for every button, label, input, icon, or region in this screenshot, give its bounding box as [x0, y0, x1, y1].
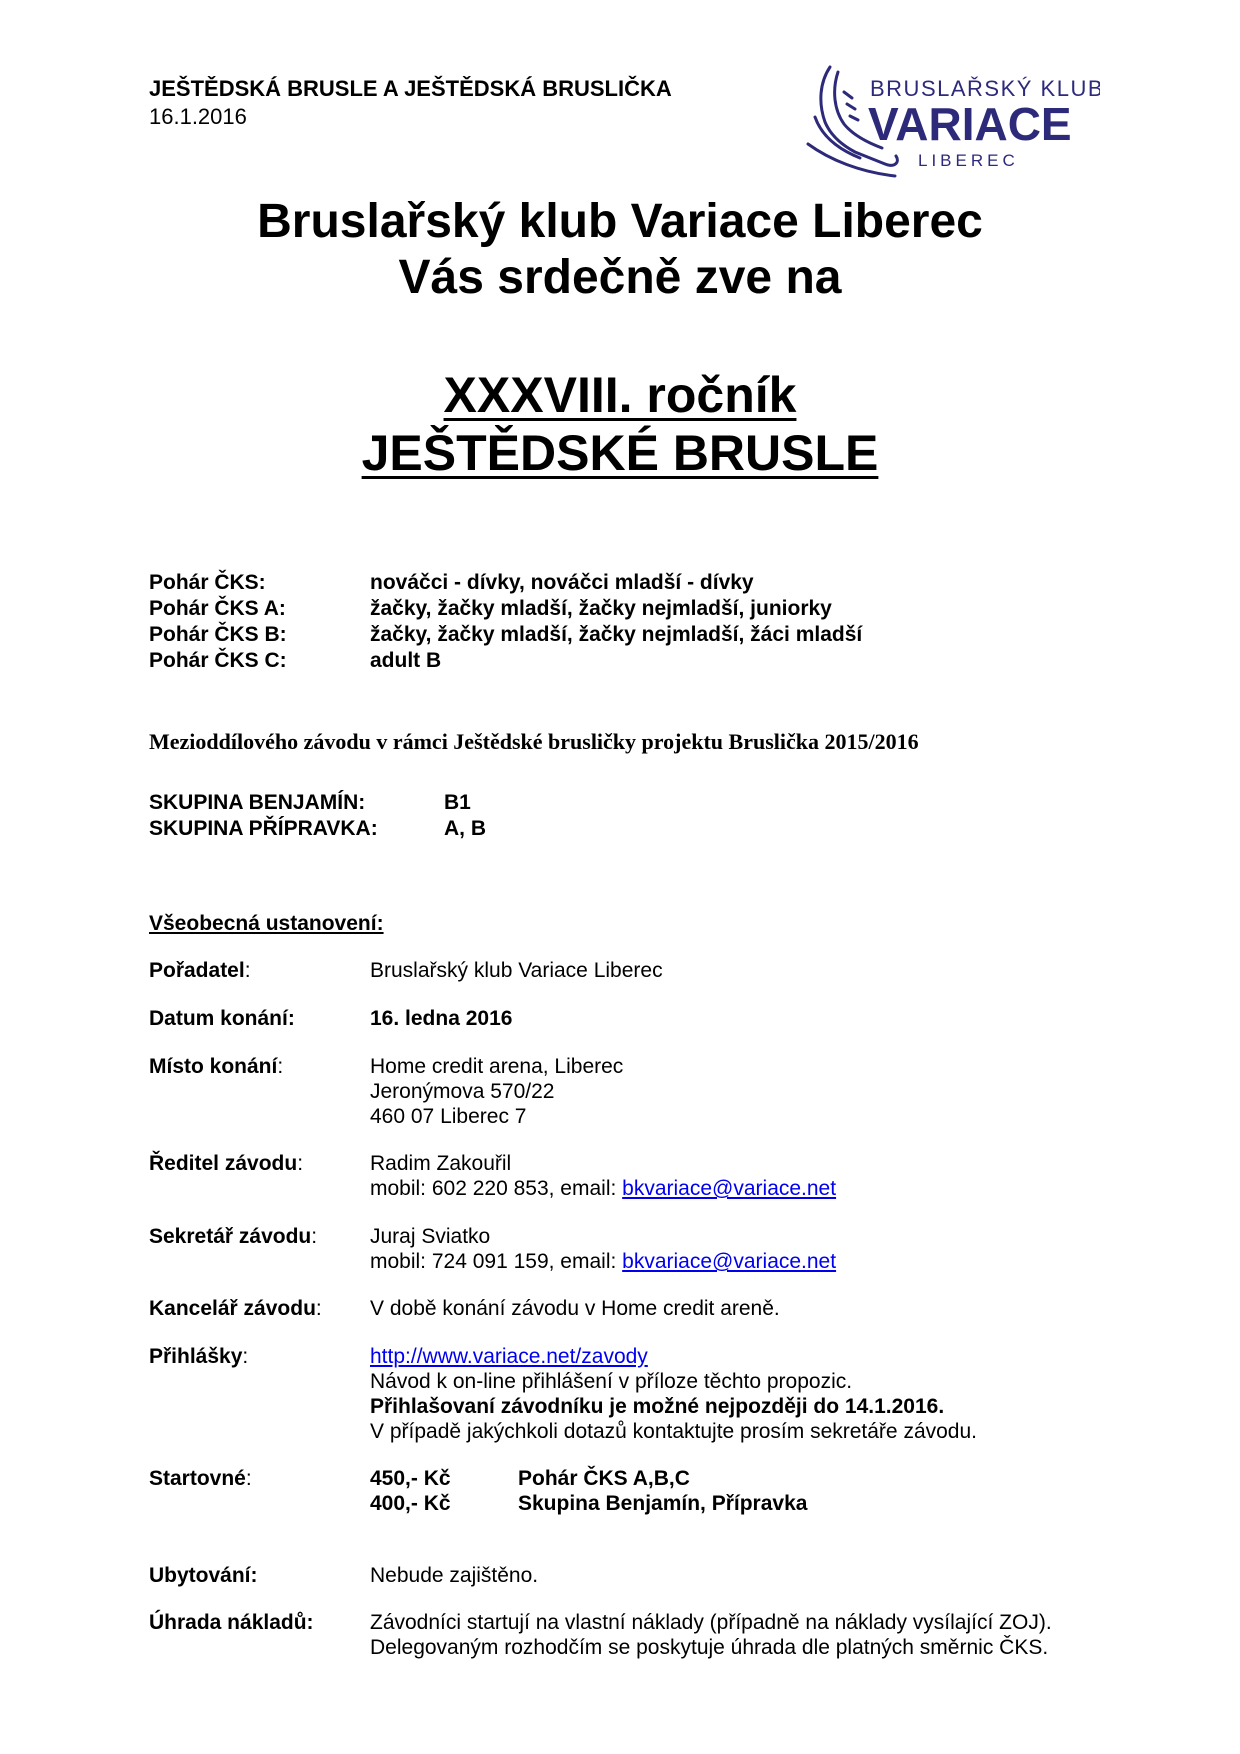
director-label: Ředitel závodu: [149, 1152, 298, 1175]
director-email-link[interactable]: bkvariace@variace.net: [622, 1177, 837, 1200]
secretary-email-link[interactable]: bkvariace@variace.net: [622, 1250, 837, 1273]
logo-line1: BRUSLAŘSKÝ KLUB: [870, 76, 1100, 101]
registration-deadline: Přihlašovaní závodníku je možné nejpozději do 14.1.2016.: [370, 1395, 945, 1418]
organizer-label: Pořadatel: [149, 959, 245, 982]
title-line2: Vás srdečně zve na: [398, 251, 842, 304]
header-title: JEŠTĚDSKÁ BRUSLE A JEŠTĚDSKÁ BRUSLIČKA: [149, 76, 672, 101]
cup-label: Pohár ČKS B:: [149, 623, 287, 646]
organizer-value: Bruslařský klub Variace Liberec: [370, 959, 663, 982]
office-label: Kancelář závodu: [149, 1297, 316, 1320]
title-line1: Bruslařský klub Variace Liberec: [257, 195, 983, 248]
secretary-label: Sekretář závodu: [149, 1225, 312, 1248]
group-value: A, B: [444, 817, 486, 840]
cup-value: žačky, žačky mladší, žačky nejmladší, juniorky: [370, 597, 832, 620]
office-value: V době konání závodu v Home credit areně.: [370, 1297, 780, 1320]
inter-club-text: Mezioddílového závodu v rámci Ještědské brusličky projektu Bruslička 2015/2016: [149, 729, 919, 754]
fee-desc: Pohár ČKS A,B,C: [518, 1467, 690, 1490]
fee-price: 400,- Kč: [370, 1492, 451, 1515]
registration-contact: V případě jakýchkoli dotazů kontaktujte prosím sekretáře závodu.: [370, 1420, 977, 1443]
skate-icon: [800, 62, 1100, 182]
group-value: B1: [444, 791, 471, 814]
secretary-name: Juraj Sviatko: [370, 1225, 491, 1248]
title-edition: XXXVIII. ročník: [443, 367, 797, 423]
place-line: Home credit arena, Liberec: [370, 1055, 624, 1078]
group-label: SKUPINA BENJAMÍN:: [149, 791, 366, 814]
fee-desc: Skupina Benjamín, Přípravka: [518, 1492, 808, 1515]
place-line: 460 07 Liberec 7: [370, 1105, 527, 1128]
fee-price: 450,- Kč: [370, 1467, 451, 1490]
secretary-contact: mobil: 724 091 159, email:: [370, 1250, 623, 1273]
logo-line2: VARIACE: [868, 98, 1072, 150]
group-label: SKUPINA PŘÍPRAVKA:: [149, 817, 378, 840]
registration-guide: Návod k on-line přihlášení v příloze těchto propozic.: [370, 1370, 853, 1393]
director-contact: mobil: 602 220 853, email:: [370, 1177, 623, 1200]
cup-label: Pohár ČKS C:: [149, 649, 287, 672]
date-label: Datum konání:: [149, 1007, 295, 1030]
accommodation-value: Nebude zajištěno.: [370, 1564, 539, 1587]
cup-value: nováčci - dívky, nováčci mladší - dívky: [370, 571, 754, 594]
cup-label: Pohár ČKS:: [149, 571, 266, 594]
place-line: Jeronýmova 570/22: [370, 1080, 555, 1103]
costs-line2: Delegovaným rozhodčím se poskytuje úhrada dle platných směrnic ČKS.: [370, 1636, 1049, 1659]
general-heading: Všeobecná ustanovení:: [149, 912, 384, 935]
cup-label: Pohár ČKS A:: [149, 597, 286, 620]
cup-value: adult B: [370, 649, 442, 672]
club-logo: [800, 62, 1100, 182]
registration-link[interactable]: http://www.variace.net/zavody: [370, 1345, 648, 1368]
place-label: Místo konání: [149, 1055, 278, 1078]
costs-label: Úhrada nákladů:: [149, 1611, 314, 1634]
registration-label: Přihlášky: [149, 1345, 243, 1368]
director-name: Radim Zakouřil: [370, 1152, 512, 1175]
accommodation-label: Ubytování:: [149, 1564, 258, 1587]
title-event: JEŠTĚDSKÉ BRUSLE: [361, 425, 879, 481]
costs-line1: Závodníci startují na vlastní náklady (případně na náklady vysílající ZOJ).: [370, 1611, 1052, 1634]
date-value: 16. ledna 2016: [370, 1007, 513, 1030]
logo-line3: LIBEREC: [918, 151, 1019, 170]
cup-value: žačky, žačky mladší, žačky nejmladší, žáci mladší: [370, 623, 863, 646]
fee-label: Startovné: [149, 1467, 246, 1490]
header-date: 16.1.2016: [149, 104, 247, 129]
